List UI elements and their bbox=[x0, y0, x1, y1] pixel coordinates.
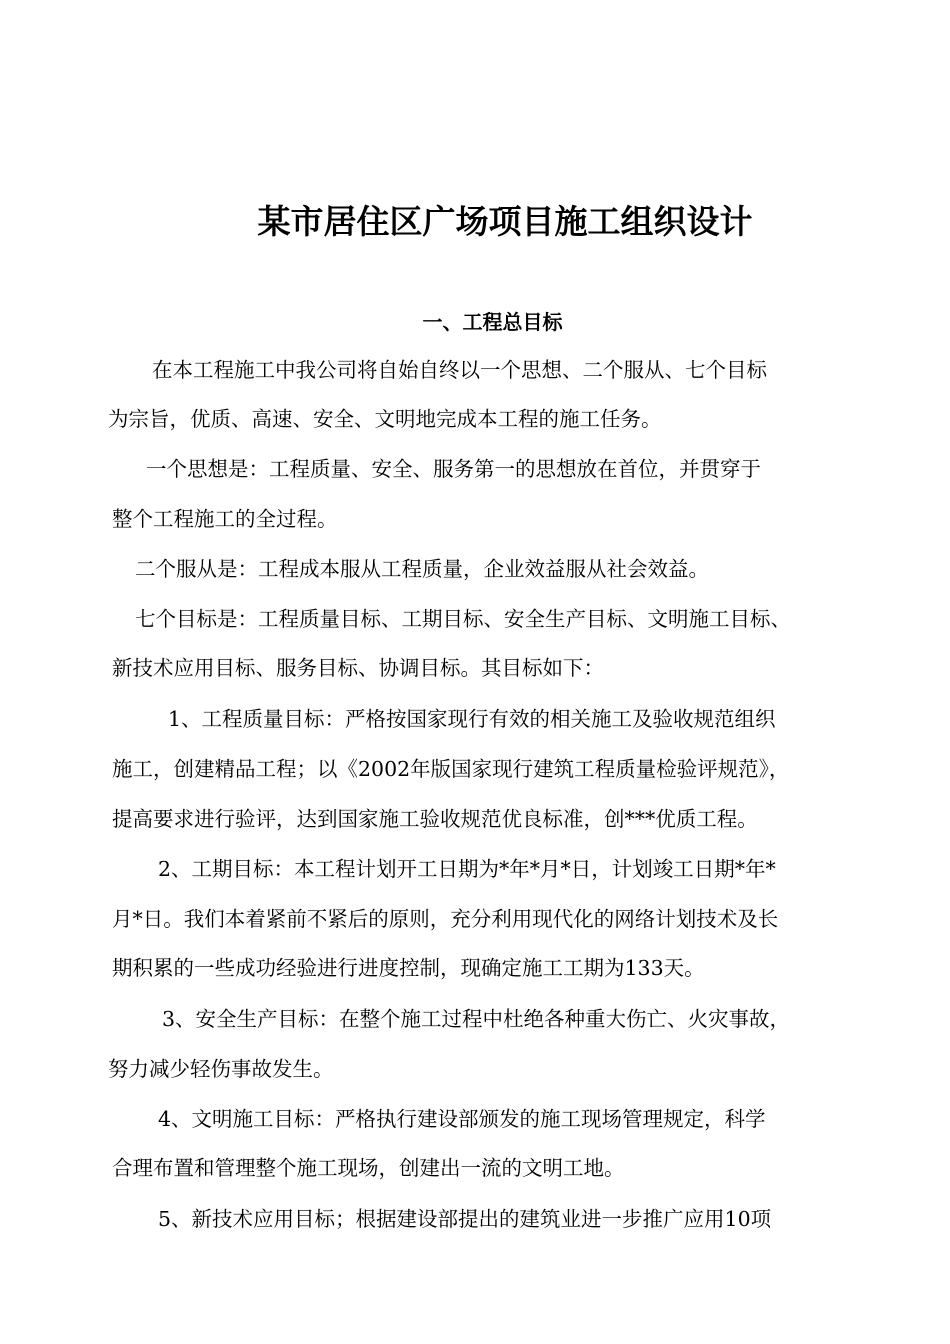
paragraph-line: 努力减少轻伤事故发生。 bbox=[108, 1057, 334, 1081]
paragraph-line: 1、工程质量目标：严格按国家现行有效的相关施工及验收规范组织 bbox=[168, 707, 776, 731]
paragraph-line: 合理布置和管理整个施工现场，创建出一流的文明工地。 bbox=[112, 1156, 625, 1180]
paragraph-line: 一个思想是：工程质量、安全、服务第一的思想放在首位，并贯穿于 bbox=[146, 457, 761, 481]
paragraph-line: 在本工程施工中我公司将自始自终以一个思想、二个服从、七个目标 bbox=[152, 358, 767, 382]
paragraph-line: 新技术应用目标、服务目标、协调目标。其目标如下： bbox=[112, 656, 604, 680]
paragraph-line: 整个工程施工的全过程。 bbox=[112, 507, 338, 531]
paragraph-line: 二个服从是：工程成本服从工程质量，企业效益服从社会效益。 bbox=[135, 557, 709, 581]
document-title: 某市居住区广场项目施工组织设计 bbox=[257, 202, 753, 241]
paragraph-line: 4、文明施工目标：严格执行建设部颁发的施工现场管理规定，科学 bbox=[158, 1107, 766, 1131]
section-heading: 一、工程总目标 bbox=[422, 310, 563, 334]
paragraph-line: 3、安全生产目标：在整个施工过程中杜绝各种重大伤亡、火灾事故， bbox=[162, 1007, 791, 1031]
paragraph-line: 施工，创建精品工程；以《2002年版国家现行建筑工程质量检验评规范》， bbox=[112, 757, 790, 781]
paragraph-line: 提高要求进行验评，达到国家施工验收规范优良标准，创***优质工程。 bbox=[112, 807, 758, 831]
paragraph-line: 七个目标是：工程质量目标、工期目标、安全生产目标、文明施工目标、 bbox=[135, 607, 791, 631]
paragraph-line: 月*日。我们本着紧前不紧后的原则，充分利用现代化的网络计划技术及长 bbox=[112, 907, 779, 931]
paragraph-line: 为宗旨，优质、高速、安全、文明地完成本工程的施工任务。 bbox=[108, 407, 662, 431]
paragraph-line: 期积累的一些成功经验进行进度控制，现确定施工工期为133天。 bbox=[112, 956, 705, 980]
paragraph-line: 2、工期目标：本工程计划开工日期为*年*月*日，计划竣工日期*年* bbox=[158, 857, 776, 881]
paragraph-line: 5、新技术应用目标；根据建设部提出的建筑业进一步推广应用10项 bbox=[158, 1207, 772, 1231]
